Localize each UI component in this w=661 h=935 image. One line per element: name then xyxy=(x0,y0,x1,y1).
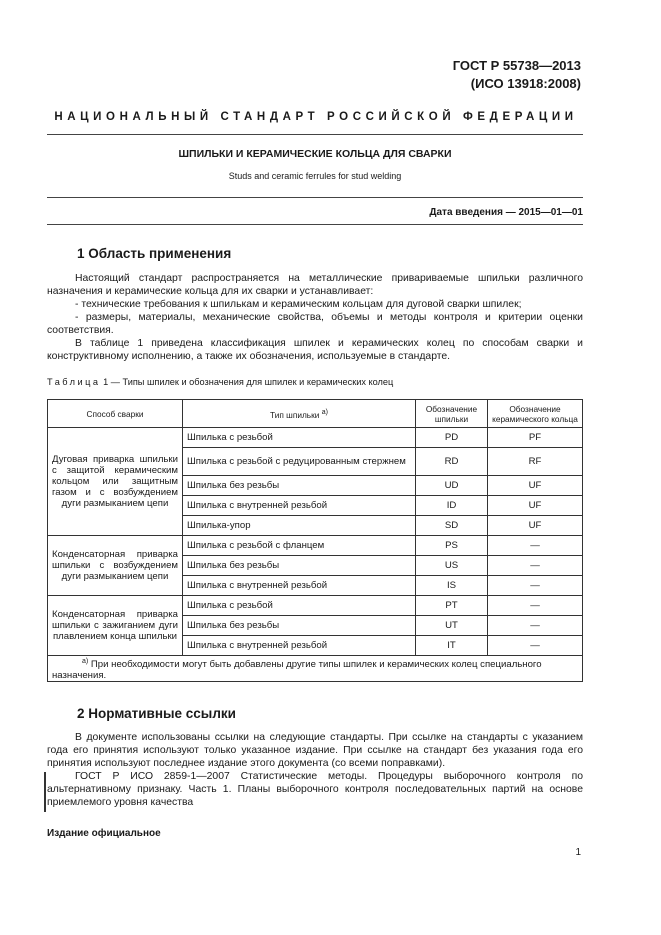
col-stud-code-header: Обозначение шпильки xyxy=(416,400,488,428)
divider xyxy=(47,224,583,225)
ferrule-code-cell: UF xyxy=(488,496,583,516)
ferrule-code-cell: UF xyxy=(488,476,583,496)
stud-code-cell: IT xyxy=(416,636,488,656)
ferrule-code-cell: PF xyxy=(488,428,583,448)
paragraph: В таблице 1 приведена классификация шпилек и керамических колец по способам сварки и конструктивному исполнению, а также их обозначения, используемые в стандарте. xyxy=(47,338,583,362)
table-caption xyxy=(47,377,393,387)
stud-code-cell: RD xyxy=(416,448,488,476)
stud-code-cell: ID xyxy=(416,496,488,516)
standard-code: ГОСТ Р 55738—2013 xyxy=(452,58,581,73)
national-standard-title: НАЦИОНАЛЬНЫЙ СТАНДАРТ РОССИЙСКОЙ ФЕДЕРАЦИИ xyxy=(54,111,578,123)
type-cell: Шпилька без резьбы xyxy=(183,556,416,576)
type-cell: Шпилька с внутренней резьбой xyxy=(183,576,416,596)
divider xyxy=(47,197,583,198)
type-cell: Шпилька с резьбой с редуцированным стержнем xyxy=(183,448,416,476)
classification-table xyxy=(47,399,583,682)
method-cell: Конденсаторная приварка шпильки с зажиганием дуги плавлением конца шпильки xyxy=(48,596,183,656)
paragraph: - технические требования к шпилькам и керамическим кольцам для дуговой сварки шпилек; xyxy=(75,299,522,310)
table-caption-text: 1 — Типы шпилек и обозначения для шпилек и керамических колец xyxy=(103,377,394,387)
section-1-body xyxy=(47,272,583,363)
stud-code-cell: UT xyxy=(416,616,488,636)
table-row xyxy=(48,428,583,448)
edition-label: Издание официальное xyxy=(47,828,161,839)
footnote-text: При необходимости могут быть добавлены другие типы шпилек и керамических колец специального назначения. xyxy=(52,659,542,682)
stud-code-cell: SD xyxy=(416,516,488,536)
stud-code-cell: PS xyxy=(416,536,488,556)
document-subtitle: Studs and ceramic ferrules for stud welding xyxy=(228,171,402,181)
stud-code-cell: PD xyxy=(416,428,488,448)
method-cell: Конденсаторная приварка шпильки с возбуждением дуги размыканием цепи xyxy=(48,536,183,596)
table-caption-label: Таблица xyxy=(47,377,101,387)
type-cell: Шпилька без резьбы xyxy=(183,476,416,496)
type-cell: Шпилька с резьбой xyxy=(183,596,416,616)
ferrule-code-cell: — xyxy=(488,536,583,556)
stud-code-cell: UD xyxy=(416,476,488,496)
footnote-mark: а) xyxy=(82,658,89,665)
stud-code-cell: PT xyxy=(416,596,488,616)
stud-code-cell: IS xyxy=(416,576,488,596)
page-number: 1 xyxy=(575,847,581,858)
table-row xyxy=(48,536,583,556)
table-footnote xyxy=(48,656,583,682)
ferrule-code-cell: — xyxy=(488,616,583,636)
section-2-heading: 2 Нормативные ссылки xyxy=(77,706,236,721)
ferrule-code-cell: UF xyxy=(488,516,583,536)
footnote-mark: а) xyxy=(321,408,328,416)
intro-date: Дата введения — 2015—01—01 xyxy=(429,207,583,218)
paragraph: Настоящий стандарт распространяется на металлические привариваемые шпильки различного назначения и керамические кольца для их сварки и устанавливает: xyxy=(47,273,583,297)
change-bar xyxy=(44,772,46,812)
ferrule-code-cell: — xyxy=(488,596,583,616)
iso-code: (ИСО 13918:2008) xyxy=(470,76,581,91)
paragraph: - размеры, материалы, механические свойства, объемы и методы контроля и критерии оценки соответствия. xyxy=(47,312,583,336)
ferrule-code-cell: — xyxy=(488,556,583,576)
col-ferrule-code-header: Обозначение керамического кольца xyxy=(488,400,583,428)
type-cell: Шпилька с внутренней резьбой xyxy=(183,496,416,516)
table-footnote-row xyxy=(48,656,583,682)
ferrule-code-cell: — xyxy=(488,636,583,656)
table-row xyxy=(48,596,583,616)
type-cell: Шпилька с внутренней резьбой xyxy=(183,636,416,656)
col-type-label: Тип шпильки xyxy=(270,409,320,420)
type-cell: Шпилька с резьбой с фланцем xyxy=(183,536,416,556)
paragraph: В документе использованы ссылки на следующие стандарты. При ссылке на стандарты с указанием года его принятия используют только указанное издание. При ссылке на стандарт без указания года его принятия используют последнее издание этого документа (со всеми поправками). xyxy=(47,732,583,769)
type-cell: Шпилька без резьбы xyxy=(183,616,416,636)
ferrule-code-cell: RF xyxy=(488,448,583,476)
document-title: ШПИЛЬКИ И КЕРАМИЧЕСКИЕ КОЛЬЦА ДЛЯ СВАРКИ xyxy=(178,148,452,160)
standard-header xyxy=(453,57,581,93)
ferrule-code-cell: — xyxy=(488,576,583,596)
stud-code-cell: US xyxy=(416,556,488,576)
type-cell: Шпилька-упор xyxy=(183,516,416,536)
col-type-header xyxy=(183,400,416,428)
reference-entry: ГОСТ Р ИСО 2859-1—2007 Статистические методы. Процедуры выборочного контроля по альтернативному признаку. Часть 1. Планы выборочного контроля последовательных партий на основе приемлемого уровня качества xyxy=(47,771,583,808)
section-1-heading: 1 Область применения xyxy=(77,246,232,261)
col-method-header: Способ сварки xyxy=(48,400,183,428)
method-cell: Дуговая приварка шпильки с защитой керамическим кольцом или защитным газом и с возбуждением дуги размыканием цепи xyxy=(48,428,183,536)
divider xyxy=(47,134,583,135)
section-2-body xyxy=(47,731,583,809)
table-header-row xyxy=(48,400,583,428)
type-cell: Шпилька с резьбой xyxy=(183,428,416,448)
